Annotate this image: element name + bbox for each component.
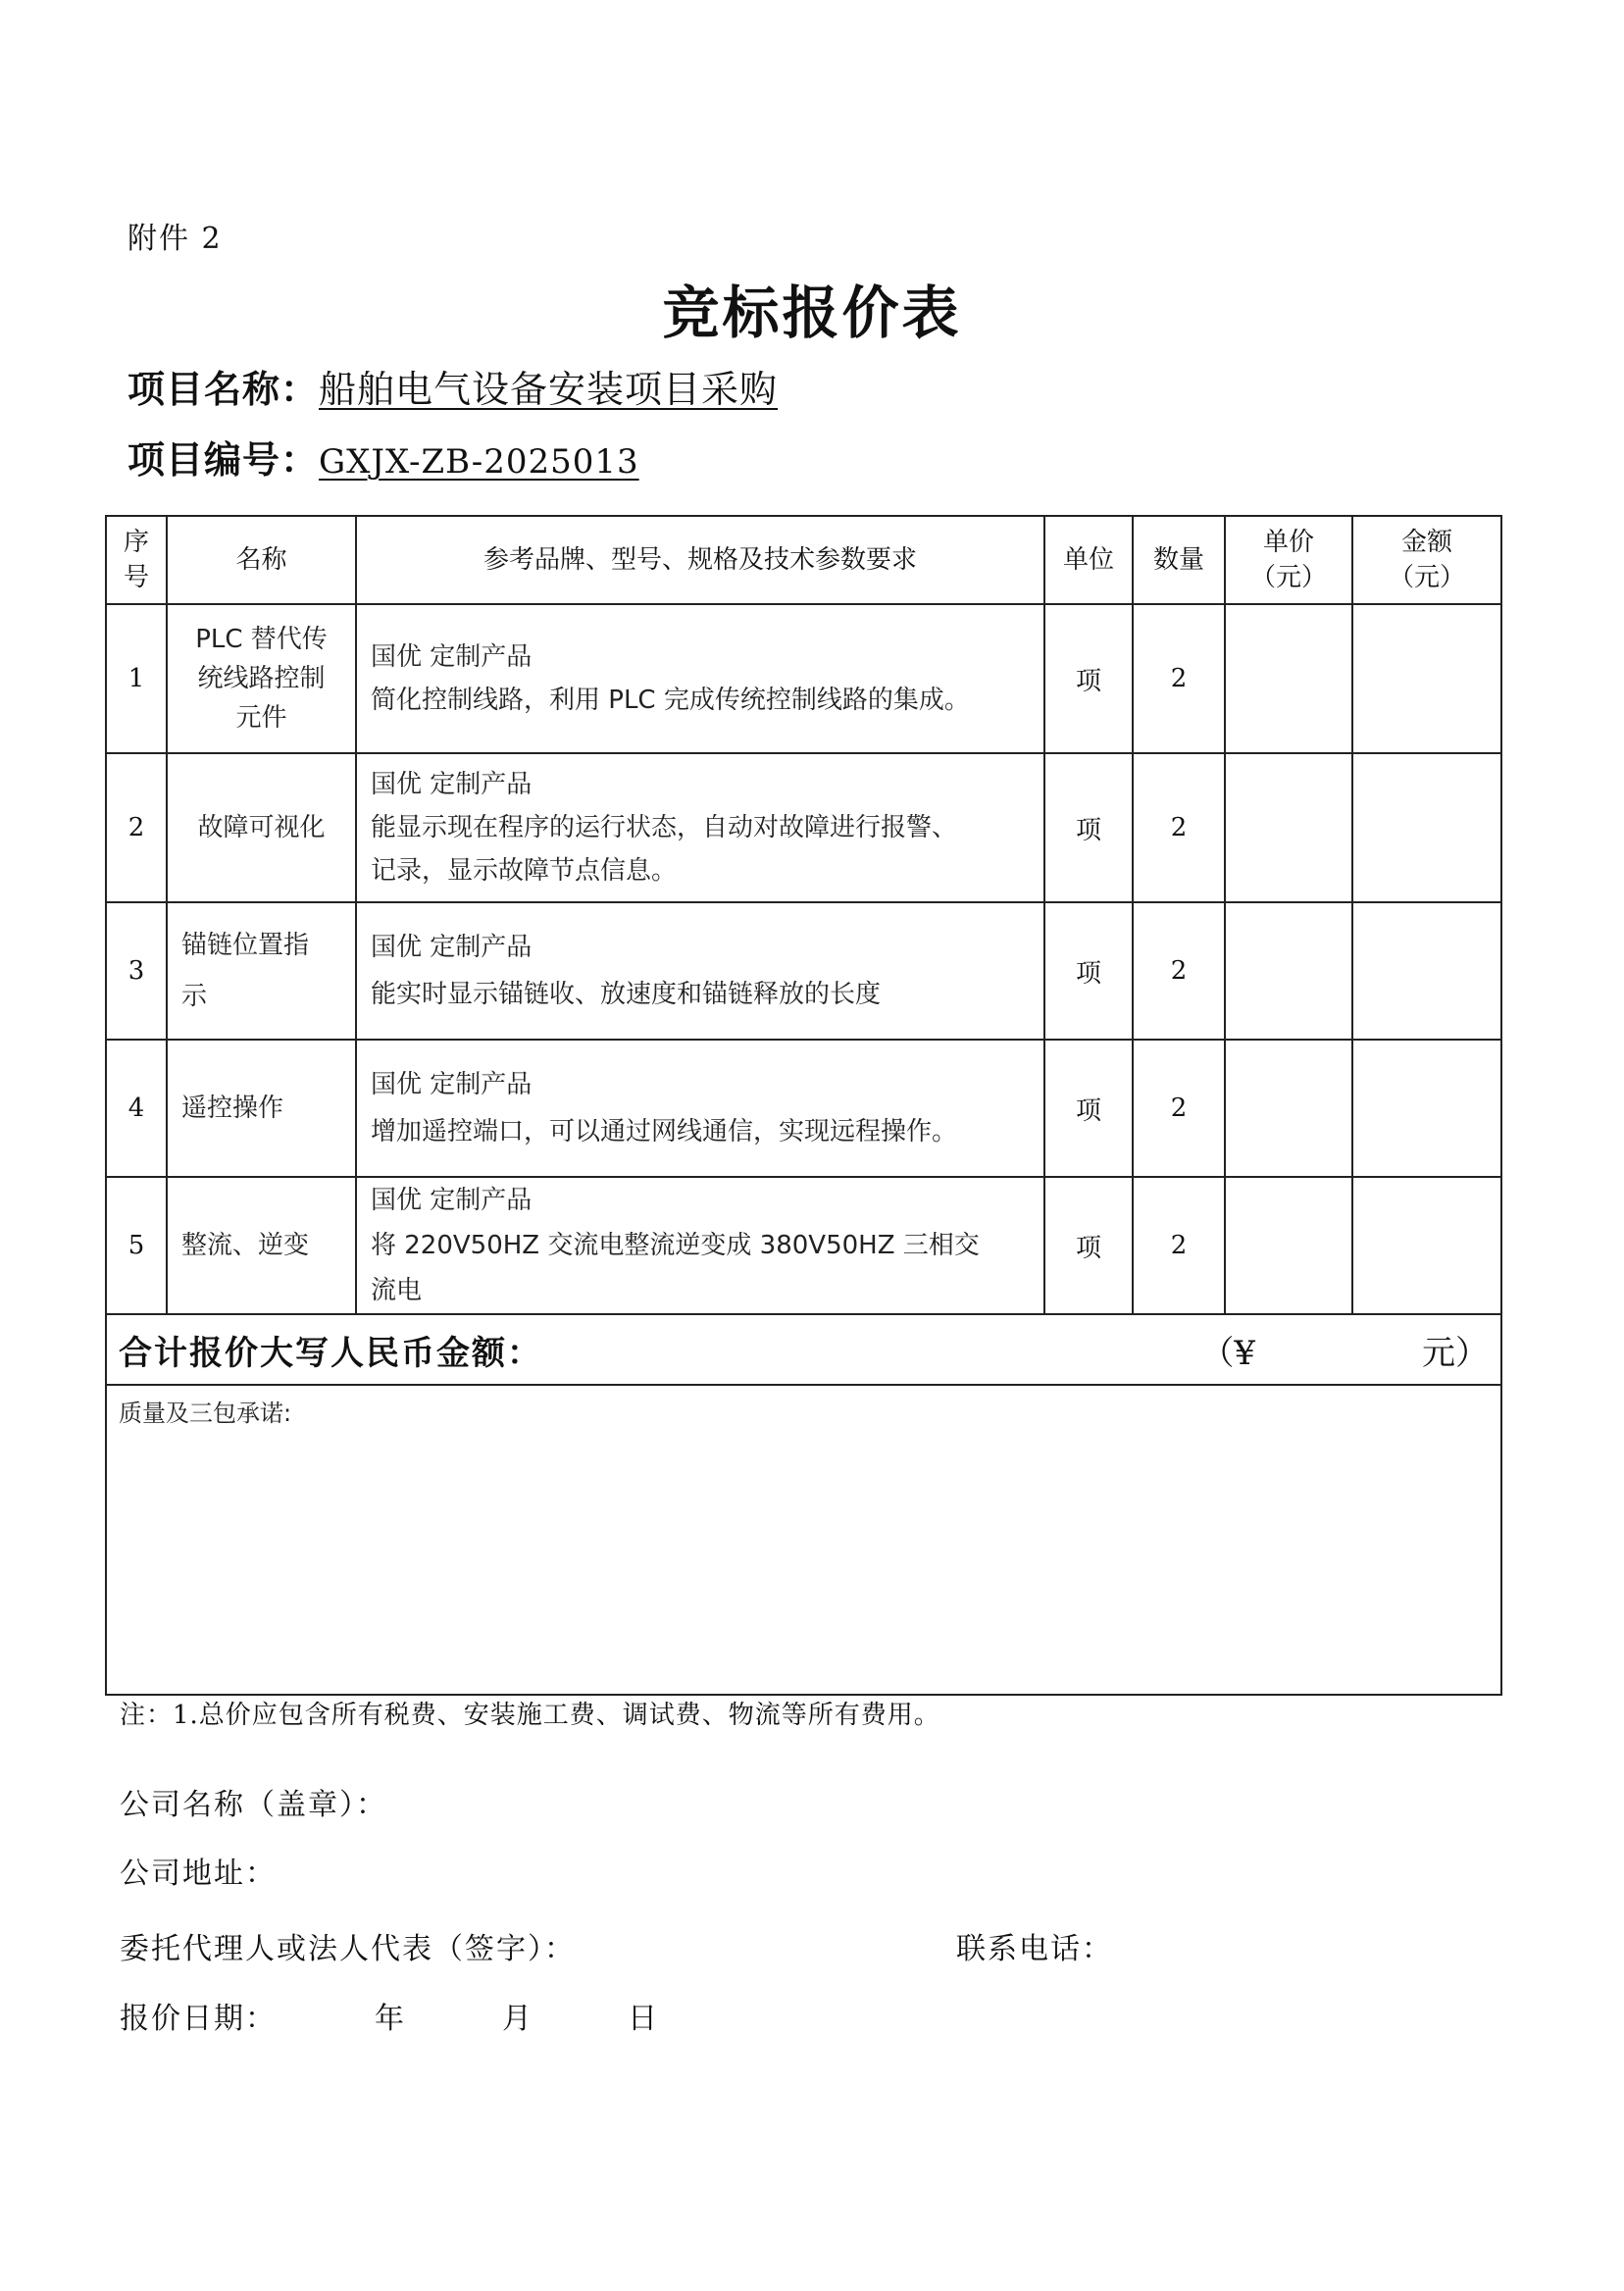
header-amount-line: 金额	[1400, 528, 1452, 557]
row-amount[interactable]	[1352, 753, 1501, 902]
total-wrap	[107, 1326, 1500, 1374]
row-name	[167, 753, 356, 902]
row-seq: 3	[106, 902, 167, 1040]
promise-row	[106, 1385, 1501, 1695]
row-spec-line: 将 220V50HZ 交流电整流逆变成 380V50HZ 三相交	[371, 1231, 980, 1260]
row-price[interactable]	[1225, 604, 1352, 753]
row-price[interactable]	[1225, 753, 1352, 902]
row-spec-line: 国优 定制产品	[371, 1186, 533, 1215]
row-name-line: 故障可视化	[197, 813, 326, 842]
row-name-line: 示	[181, 982, 208, 1011]
row-spec-line: 能显示现在程序的运行状态，自动对故障进行报警、	[371, 813, 958, 842]
phone-line: 联系电话：	[956, 1932, 1113, 1966]
table-row	[106, 604, 1501, 753]
row-qty: 2	[1133, 1040, 1225, 1177]
row-name-line: 锚链位置指	[181, 931, 310, 960]
row-amount[interactable]	[1352, 902, 1501, 1040]
table-row	[106, 1177, 1501, 1314]
row-amount[interactable]	[1352, 604, 1501, 753]
total-yen: （¥	[1200, 1333, 1255, 1373]
row-seq: 1	[106, 604, 167, 753]
project-number-value: GXJX-ZB-2025013	[319, 442, 639, 482]
row-seq: 5	[106, 1177, 167, 1314]
row-name	[167, 604, 356, 753]
row-spec-line: 流电	[371, 1276, 423, 1305]
total-label: 合计报价大写人民币金额：	[119, 1333, 542, 1373]
row-name-line: PLC 替代传	[195, 625, 328, 654]
header-price-line: 单价	[1262, 528, 1314, 557]
header-seq-line: 序	[123, 528, 149, 557]
promise-label: 质量及三包承诺:	[119, 1400, 292, 1427]
row-spec-line: 简化控制线路，利用 PLC 完成传统控制线路的集成。	[371, 686, 970, 715]
header-name: 名称	[167, 516, 356, 604]
row-spec-line: 能实时显示锚链收、放速度和锚链释放的长度	[371, 980, 882, 1009]
row-spec-line: 记录，显示故障节点信息。	[371, 856, 678, 886]
header-qty: 数量	[1133, 516, 1225, 604]
table-row	[106, 902, 1501, 1040]
row-price[interactable]	[1225, 902, 1352, 1040]
row-unit: 项	[1044, 753, 1133, 902]
row-amount[interactable]	[1352, 1040, 1501, 1177]
header-seq	[106, 516, 167, 604]
company-address-line: 公司地址：	[120, 1857, 277, 1891]
row-unit: 项	[1044, 1040, 1133, 1177]
table-row	[106, 753, 1501, 902]
header-price-line: （元）	[1249, 563, 1327, 592]
total-cell[interactable]	[106, 1314, 1501, 1385]
header-seq-line: 号	[123, 563, 149, 592]
row-unit: 项	[1044, 902, 1133, 1040]
row-name-line: 统线路控制	[197, 664, 326, 693]
header-spec: 参考品牌、型号、规格及技术参数要求	[356, 516, 1044, 604]
note: 注：1.总价应包含所有税费、安装施工费、调试费、物流等所有费用。	[120, 1701, 940, 1730]
table-header-row	[106, 516, 1501, 604]
quote-date-line	[120, 1994, 659, 2037]
row-seq: 4	[106, 1040, 167, 1177]
date-label: 报价日期：	[120, 2002, 277, 2036]
row-name	[167, 902, 356, 1040]
row-qty: 2	[1133, 902, 1225, 1040]
row-spec-line: 国优 定制产品	[371, 1070, 533, 1099]
row-name	[167, 1177, 356, 1314]
row-spec	[356, 604, 1044, 753]
row-spec-line: 增加遥控端口，可以通过网线通信，实现远程操作。	[371, 1117, 958, 1146]
date-year: 年	[375, 2002, 406, 2036]
total-yuan: 元）	[1422, 1333, 1489, 1373]
row-amount[interactable]	[1352, 1177, 1501, 1314]
header-amount-line: （元）	[1388, 563, 1465, 592]
promise-cell[interactable]	[106, 1385, 1501, 1695]
project-name-value: 船舶电气设备安装项目采购	[319, 368, 779, 411]
row-unit: 项	[1044, 604, 1133, 753]
date-month: 月	[502, 2002, 533, 2036]
row-price[interactable]	[1225, 1177, 1352, 1314]
project-name-label: 项目名称：	[127, 367, 320, 411]
row-unit: 项	[1044, 1177, 1133, 1314]
row-spec	[356, 1177, 1044, 1314]
header-amount	[1352, 516, 1501, 604]
row-price[interactable]	[1225, 1040, 1352, 1177]
agent-signature-line: 委托代理人或法人代表（签字）：	[120, 1932, 576, 1966]
row-qty: 2	[1133, 604, 1225, 753]
header-unit: 单位	[1044, 516, 1133, 604]
row-spec	[356, 902, 1044, 1040]
header-price	[1225, 516, 1352, 604]
row-spec-line: 国优 定制产品	[371, 933, 533, 962]
row-name-line: 整流、逆变	[181, 1231, 310, 1260]
row-name-line: 元件	[235, 703, 287, 733]
row-spec	[356, 1040, 1044, 1177]
row-qty: 2	[1133, 1177, 1225, 1314]
row-spec-line: 国优 定制产品	[371, 642, 533, 672]
row-seq: 2	[106, 753, 167, 902]
row-qty: 2	[1133, 753, 1225, 902]
total-row	[106, 1314, 1501, 1385]
row-name-line: 遥控操作	[181, 1094, 284, 1123]
quote-table	[105, 515, 1502, 1696]
project-number-line	[127, 430, 639, 484]
date-day: 日	[628, 2002, 659, 2036]
row-spec-line: 国优 定制产品	[371, 770, 533, 799]
row-spec	[356, 753, 1044, 902]
company-name-line: 公司名称（盖章）：	[120, 1788, 387, 1822]
table-row	[106, 1040, 1501, 1177]
page-title: 竞标报价表	[662, 280, 962, 346]
attachment-label: 附件 2	[127, 222, 223, 256]
project-number-label: 项目编号：	[127, 437, 320, 482]
row-name	[167, 1040, 356, 1177]
project-name-line	[127, 359, 778, 413]
total-amount-area	[1200, 1326, 1489, 1374]
